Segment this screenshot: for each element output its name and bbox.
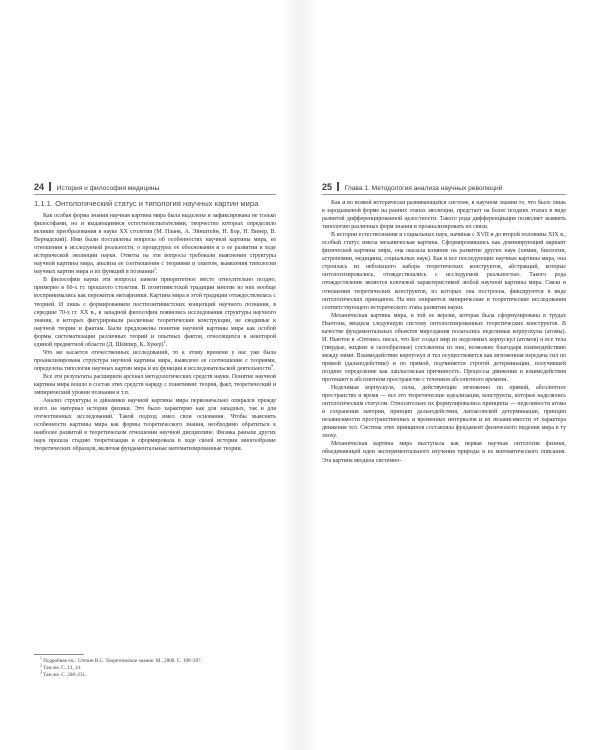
paragraph: В истории естествознания и социальных наук, начиная с XVII и до второй половины XIX в., особый статус имела механическая картина. Сформировавшись как доминирующий вариант физической картины мира, она оказала влияние на развитие других наук (химии, биологии, астрономии, медицины, социальных наук). Как и все последующие научные картины мира, она строилась из небольшого набора теоретических конструктов, абстракций, которые онтологизировались, отождествлялись с исследуемой реальностью. Такого рода отождествление является ключевой характеристикой любой научной картины мира. Связи и отношения теоретических конструктов, из которых она построена, фиксируются в виде онтологических принципов. На них опираются эмпирические и теоретические исследования соответствующего исторического этапа развития науки.: [322, 232, 566, 311]
right-running-head-title: Глава 1. Методология анализа научных революций: [344, 185, 503, 192]
section-title: 1.1.1. Онтологический статус и типология научных картин мира: [34, 199, 259, 208]
footnote: $^1$ Подробнее см.: Степин В.С. Теоретическое знание. М., 2000. С. 199–207.: [40, 655, 202, 664]
running-head-separator: [49, 182, 51, 191]
running-head-separator: [337, 182, 339, 191]
right-header-rule: [322, 194, 566, 195]
paragraph: Механическая картина мира, в той ее версии, которая была сформулирована в трудах Ньютона, вводила следующую систему онтологизированных теоретических конструктов. В качестве фундаментальных объектов мироздания полагались неделимые корпускулы (атомы). И. Ньютон в «Оптике» писал, что Бог создал мир из неделимых корпускул (атомов) и все тела (твердые, жидкие и газообразные) составлены из них, возможно благодаря взаимодействию между ними. Взаимодействие корпускул и тел осуществляется как мгновенная передача сил по прямой (дальнодействие) и по прямой, подчиняется строгой детерминации, получившей позднее определение как лапласовская причинность. Процессы движения и взаимодействия протекают в абсолютном пространстве с течением абсолютного времени.: [322, 312, 566, 384]
paragraph: Как особая форма знания научная картина мира была выделена и зафиксирована не только философами, но и выдающимися естествоиспытателями, творчество которых определило великие преобразования в науке XX столетия (М. Планк, А. Эйнштейн, Н. Бор, Н. Винер, В. Вернадский). Ими были поставлены вопросы об особенностях научной картины мира, ее отношении к исследуемой реальности, о процедурах ее обоснования и о ее развитии в ходе исторической эволюции науки. Ответы на эти вопросы требовали выяснения структуры научной картины мира, анализа ее соотношения с теориями и опытом, выявления типологии научных картин мира и их функций в познании$^1$.: [34, 213, 276, 276]
footnotes: [34, 655, 276, 679]
left-running-head-title: История и философия медицины: [56, 185, 160, 192]
left-header-rule: [34, 194, 276, 195]
paragraph: Все эти результаты расширили арсенал методологических средств науки. Понятие научной картины мира вошло в состав этих средств наряду с понятиями: теория, факт, теоретический и эмпирический уровни познания и т.п.: [34, 373, 276, 397]
right-page: [300, 0, 600, 750]
footnote-mark: 3: [270, 362, 273, 368]
paragraph: Механическая картина мира выступала как первая научная онтология физики, объединяющей идеи экспериментального изучения природы и ее математического описания. Эта картина вводила системно-: [322, 441, 566, 464]
paragraph: В философии науки эти вопросы заняли приоритетное место относительно поздно, примерно в 60-х гг. прошлого столетия. В позитивистской традиции многие из них вообще воспринимались как пережиток метафизики. Картина мира в этой традиции отождествлялась с теорией. И лишь с формированием постпозитивистских концепций научного познания, в середине 70-х гг. XX в., в западной философии появились исследования структуры научного знания, в которых фигурировали различные теоретические конструкции, не сводимые к научной теории и фактам. Были предложены понятия научной картины мира как особой формы систематизации различных теорий и опытных фактов, относящихся к некоторой единой предметной области (Д. Шейпир, К. Хукер)$^2$.: [34, 277, 276, 348]
paragraph: Неделимая корпускула, силы, действующие мгновенно по прямой, абсолютное пространство и время — все это теоретические идеализации, конструкты, которые наделялись онтологическим статусом. Относительно их формулировались принципы — неделимости атома и сохранения материи, принцип дальнодействия, лапласовской детерминации, принцип независимости пространственных и временных интервалов и их независимости от характера движения тел. Система этих принципов составляла фундамент физического видения мира в ту эпоху.: [322, 385, 566, 440]
right-body-text: [322, 199, 566, 465]
footnote-mark: 2: [163, 338, 166, 344]
footnote: $^3$ Там же. С. 208–231.: [40, 669, 87, 678]
footnote-mark: 1: [154, 266, 157, 272]
left-running-head: [34, 181, 159, 194]
left-page-number: 24: [34, 182, 45, 192]
paragraph: Как и во всякой исторически развивающейся системе, в научном знании то, что было лишь в зародышевой форме на ранних этапах эволюции, предстает на более поздних этапах в виде развитой дифференцированной целостности. Такого рода дифференциация позволяет выявить типологию различных форм знания и проанализировать их связи.: [322, 200, 566, 231]
paragraph: Что же касается отечественных исследований, то к этому времени у нас уже была проанализирована структура научной картины мира, выявлено ее соотношение с теориями, определена типология научных картин мира и их функции в исследовательской деятельности$^3$.: [34, 349, 276, 372]
footnote: $^2$ Там же. С. 13, 14.: [40, 662, 82, 671]
paragraph: Анализ структуры и динамики научной картины мира первоначально опирался прежде всего на материал истории физики. Это было характерно как для западных, так и для отечественных исследований. Такой подход имел свои основания. Чтобы выяснить особенности картины мира как формы теоретического знания, необходимо обратиться к наиболее развитой в теоретическом отношении научной дисциплине. Физика раньше других наук прошла стадию теоретизации и сформировала в ходе своей истории многообразие теоретических образцов, включая фундаментальные математизированные теории.: [34, 398, 276, 453]
left-body-text: [34, 212, 276, 453]
right-page-number: 25: [322, 182, 333, 192]
right-running-head: [322, 181, 502, 194]
